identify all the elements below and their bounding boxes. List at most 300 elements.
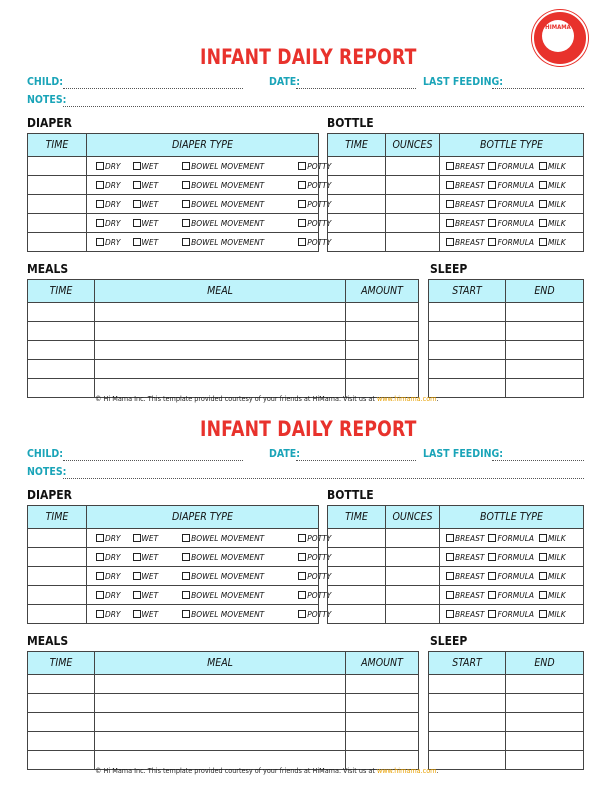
checkbox-option[interactable] xyxy=(182,199,264,209)
checkbox-option[interactable] xyxy=(96,199,121,209)
checkbox-icon[interactable] xyxy=(133,610,141,618)
logo-text: HIMAMA xyxy=(545,24,571,31)
ounces-cell[interactable] xyxy=(386,529,440,548)
amount-cell[interactable] xyxy=(346,341,419,360)
table-header-row xyxy=(28,506,319,529)
checkbox-icon[interactable] xyxy=(96,534,104,542)
checkbox-label: POTTY xyxy=(307,609,332,619)
checkbox-icon[interactable] xyxy=(488,200,496,208)
time-cell[interactable] xyxy=(328,567,386,586)
checkbox-option[interactable] xyxy=(182,237,264,247)
table-row xyxy=(429,732,584,751)
table-row xyxy=(429,713,584,732)
end-cell[interactable] xyxy=(506,694,584,713)
checkbox-icon[interactable] xyxy=(96,591,104,599)
time-cell[interactable] xyxy=(328,605,386,624)
checkbox-icon[interactable] xyxy=(446,572,454,580)
checkbox-label: BREAST xyxy=(455,237,485,247)
checkbox-option[interactable] xyxy=(96,552,121,562)
checkbox-label: MILK xyxy=(547,571,566,581)
start-cell[interactable] xyxy=(429,341,506,360)
checkbox-icon[interactable] xyxy=(182,572,190,580)
checkbox-option[interactable] xyxy=(488,571,534,581)
checkbox-icon[interactable] xyxy=(488,162,496,170)
checkbox-label: BREAST xyxy=(455,161,485,171)
checkbox-label: BOWEL MOVEMENT xyxy=(191,218,265,228)
table-header-row xyxy=(429,280,584,303)
checkbox-icon[interactable] xyxy=(539,162,547,170)
time-cell[interactable] xyxy=(28,214,87,233)
checkbox-icon[interactable] xyxy=(96,572,104,580)
checkbox-label: BREAST xyxy=(455,199,485,209)
end-cell[interactable] xyxy=(506,303,584,322)
checkbox-option[interactable] xyxy=(446,161,484,171)
checkbox-option[interactable] xyxy=(446,218,484,228)
checkbox-label: FORMULA xyxy=(497,552,534,562)
meal-cell[interactable] xyxy=(95,303,346,322)
time-cell[interactable] xyxy=(28,195,87,214)
table-row xyxy=(328,157,584,176)
checkbox-option[interactable] xyxy=(446,533,484,543)
sleep-heading: SLEEP xyxy=(430,262,468,276)
checkbox-icon[interactable] xyxy=(133,238,141,246)
table-row xyxy=(28,732,419,751)
checkbox-icon[interactable] xyxy=(182,610,190,618)
column-header-end: END xyxy=(506,280,584,303)
table-row xyxy=(328,233,584,252)
date-field[interactable] xyxy=(296,88,416,89)
amount-cell[interactable] xyxy=(346,303,419,322)
table-header-row xyxy=(328,134,584,157)
checkbox-icon[interactable] xyxy=(539,200,547,208)
table-header-row xyxy=(28,652,419,675)
checkbox-option[interactable] xyxy=(182,218,264,228)
date-label: DATE: xyxy=(269,448,301,460)
checkbox-option[interactable] xyxy=(539,199,566,209)
checkbox-icon[interactable] xyxy=(182,181,190,189)
checkbox-label: DRY xyxy=(105,218,121,228)
end-cell[interactable] xyxy=(506,322,584,341)
table-row xyxy=(28,567,319,586)
time-cell[interactable] xyxy=(28,233,87,252)
start-cell[interactable] xyxy=(429,694,506,713)
table-row xyxy=(328,605,584,624)
amount-cell[interactable] xyxy=(346,713,419,732)
meal-cell[interactable] xyxy=(95,694,346,713)
checkbox-icon[interactable] xyxy=(446,534,454,542)
start-cell[interactable] xyxy=(429,751,506,770)
checkbox-label: DRY xyxy=(105,552,121,562)
checkbox-option[interactable] xyxy=(539,590,566,600)
end-cell[interactable] xyxy=(506,751,584,770)
checkbox-option[interactable] xyxy=(539,609,566,619)
checkbox-icon[interactable] xyxy=(182,238,190,246)
checkbox-option[interactable] xyxy=(446,571,484,581)
checkbox-icon[interactable] xyxy=(298,238,306,246)
checkbox-option[interactable] xyxy=(182,552,264,562)
checkbox-icon[interactable] xyxy=(488,572,496,580)
checkbox-icon[interactable] xyxy=(182,200,190,208)
time-cell[interactable] xyxy=(28,341,95,360)
date-field[interactable] xyxy=(296,460,416,461)
checkbox-label: POTTY xyxy=(307,199,332,209)
footer-text: © Hi Mama Inc. This template provided courtesy of your friends at HiMama. Visit us at xyxy=(95,394,377,403)
bottle-type-cell xyxy=(440,605,584,624)
checkbox-label: BREAST xyxy=(455,552,485,562)
child-field[interactable] xyxy=(63,460,243,461)
checkbox-icon[interactable] xyxy=(298,181,306,189)
checkbox-option[interactable] xyxy=(446,552,484,562)
checkbox-label: MILK xyxy=(547,180,566,190)
checkbox-option[interactable] xyxy=(539,180,566,190)
checkbox-option[interactable] xyxy=(488,199,534,209)
checkbox-option[interactable] xyxy=(133,590,159,600)
checkbox-option[interactable] xyxy=(133,218,159,228)
table-row xyxy=(28,233,319,252)
checkbox-option[interactable] xyxy=(96,533,121,543)
checkbox-option[interactable] xyxy=(96,180,121,190)
checkbox-label: FORMULA xyxy=(497,609,534,619)
column-header-diaper-type: DIAPER TYPE xyxy=(87,134,319,157)
diaper-type-cell xyxy=(87,605,332,624)
column-header-ounces: OUNCES xyxy=(386,506,440,529)
checkbox-option[interactable] xyxy=(488,180,534,190)
checkbox-icon[interactable] xyxy=(96,181,104,189)
checkbox-label: BOWEL MOVEMENT xyxy=(191,533,265,543)
checkbox-icon[interactable] xyxy=(488,610,496,618)
checkbox-option[interactable] xyxy=(96,237,121,247)
meal-cell[interactable] xyxy=(95,341,346,360)
time-cell[interactable] xyxy=(28,694,95,713)
time-cell[interactable] xyxy=(28,732,95,751)
checkbox-icon[interactable] xyxy=(182,591,190,599)
checkbox-option[interactable] xyxy=(488,590,534,600)
column-header-amount: AMOUNT xyxy=(346,280,419,303)
table-row xyxy=(28,529,319,548)
bottle-type-cell xyxy=(440,529,584,548)
time-cell[interactable] xyxy=(28,176,87,195)
footer-link[interactable]: www.himama.com xyxy=(376,394,437,403)
checkbox-label: DRY xyxy=(105,533,121,543)
time-cell[interactable] xyxy=(28,548,87,567)
checkbox-option[interactable] xyxy=(446,237,484,247)
checkbox-option[interactable] xyxy=(488,609,534,619)
column-header-diaper-type: DIAPER TYPE xyxy=(87,506,319,529)
time-cell[interactable] xyxy=(28,322,95,341)
ounces-cell[interactable] xyxy=(386,214,440,233)
end-cell[interactable] xyxy=(506,713,584,732)
checkbox-icon[interactable] xyxy=(539,219,547,227)
checkbox-label: FORMULA xyxy=(497,533,534,543)
checkbox-icon[interactable] xyxy=(133,534,141,542)
checkbox-option[interactable] xyxy=(539,571,566,581)
checkbox-option[interactable] xyxy=(133,161,159,171)
checkbox-icon[interactable] xyxy=(96,200,104,208)
checkbox-option[interactable] xyxy=(133,199,159,209)
diaper-type-cell xyxy=(87,529,332,548)
checkbox-icon[interactable] xyxy=(446,553,454,561)
checkbox-icon[interactable] xyxy=(133,162,141,170)
checkbox-icon[interactable] xyxy=(96,553,104,561)
amount-cell[interactable] xyxy=(346,675,419,694)
checkbox-icon[interactable] xyxy=(488,219,496,227)
column-header-start: START xyxy=(429,652,506,675)
checkbox-option[interactable] xyxy=(446,199,484,209)
checkbox-option[interactable] xyxy=(539,218,566,228)
time-cell[interactable] xyxy=(28,751,95,770)
checkbox-option[interactable] xyxy=(488,161,534,171)
table-row xyxy=(328,567,584,586)
checkbox-icon[interactable] xyxy=(539,553,547,561)
checkbox-label: BOWEL MOVEMENT xyxy=(191,609,265,619)
checkbox-icon[interactable] xyxy=(446,200,454,208)
checkbox-icon[interactable] xyxy=(182,219,190,227)
amount-cell[interactable] xyxy=(346,322,419,341)
checkbox-icon[interactable] xyxy=(446,162,454,170)
time-cell[interactable] xyxy=(28,303,95,322)
checkbox-icon[interactable] xyxy=(133,553,141,561)
checkbox-icon[interactable] xyxy=(298,534,306,542)
checkbox-option[interactable] xyxy=(133,609,159,619)
last-feeding-field[interactable] xyxy=(492,460,584,461)
column-header-time: TIME xyxy=(328,506,386,529)
time-cell[interactable] xyxy=(328,214,386,233)
diaper-type-cell xyxy=(87,548,332,567)
column-header-bottle-type: BOTTLE TYPE xyxy=(440,134,584,157)
time-cell[interactable] xyxy=(28,675,95,694)
meal-cell[interactable] xyxy=(95,732,346,751)
table-row xyxy=(429,341,584,360)
checkbox-option[interactable] xyxy=(539,533,566,543)
bottle-heading: BOTTLE xyxy=(327,116,374,130)
table-row xyxy=(429,303,584,322)
footer-link[interactable]: www.himama.com xyxy=(376,766,437,775)
checkbox-option[interactable] xyxy=(133,533,159,543)
checkbox-icon[interactable] xyxy=(133,181,141,189)
checkbox-option[interactable] xyxy=(96,571,121,581)
checkbox-icon[interactable] xyxy=(182,534,190,542)
table-row xyxy=(28,586,319,605)
checkbox-icon[interactable] xyxy=(488,553,496,561)
checkbox-icon[interactable] xyxy=(446,610,454,618)
checkbox-icon[interactable] xyxy=(96,238,104,246)
start-cell[interactable] xyxy=(429,675,506,694)
checkbox-option[interactable] xyxy=(182,571,264,581)
bottle-type-cell xyxy=(440,233,584,252)
checkbox-icon[interactable] xyxy=(133,200,141,208)
checkbox-icon[interactable] xyxy=(539,591,547,599)
checkbox-icon[interactable] xyxy=(446,591,454,599)
checkbox-option[interactable] xyxy=(488,533,534,543)
start-cell[interactable] xyxy=(429,322,506,341)
checkbox-option[interactable] xyxy=(133,571,159,581)
checkbox-label: BREAST xyxy=(455,609,485,619)
checkbox-icon[interactable] xyxy=(298,591,306,599)
ounces-cell[interactable] xyxy=(386,233,440,252)
table-header-row xyxy=(28,134,319,157)
time-cell[interactable] xyxy=(328,176,386,195)
meals-table xyxy=(27,651,419,770)
checkbox-option[interactable] xyxy=(446,180,484,190)
checkbox-option[interactable] xyxy=(133,180,159,190)
time-cell[interactable] xyxy=(328,195,386,214)
end-cell[interactable] xyxy=(506,732,584,751)
ounces-cell[interactable] xyxy=(386,195,440,214)
time-cell[interactable] xyxy=(328,586,386,605)
time-cell[interactable] xyxy=(28,157,87,176)
time-cell[interactable] xyxy=(328,529,386,548)
time-cell[interactable] xyxy=(328,548,386,567)
checkbox-label: WET xyxy=(141,199,159,209)
checkbox-option[interactable] xyxy=(182,609,264,619)
child-label: CHILD: xyxy=(27,76,63,88)
checkbox-option[interactable] xyxy=(182,590,264,600)
checkbox-option[interactable] xyxy=(133,237,159,247)
checkbox-label: WET xyxy=(141,533,159,543)
checkbox-option[interactable] xyxy=(488,237,534,247)
checkbox-option[interactable] xyxy=(182,161,264,171)
end-cell[interactable] xyxy=(506,341,584,360)
start-cell[interactable] xyxy=(429,303,506,322)
table-row xyxy=(328,529,584,548)
diaper-heading: DIAPER xyxy=(27,488,72,502)
checkbox-option[interactable] xyxy=(182,533,264,543)
last-feeding-field[interactable] xyxy=(492,88,584,89)
time-cell[interactable] xyxy=(328,157,386,176)
checkbox-icon[interactable] xyxy=(133,572,141,580)
start-cell[interactable] xyxy=(429,713,506,732)
table-header-row xyxy=(328,506,584,529)
time-cell[interactable] xyxy=(28,529,87,548)
column-header-meal: MEAL xyxy=(95,280,346,303)
checkbox-icon[interactable] xyxy=(539,534,547,542)
checkbox-icon[interactable] xyxy=(298,553,306,561)
checkbox-option[interactable] xyxy=(96,161,121,171)
time-cell[interactable] xyxy=(28,567,87,586)
checkbox-icon[interactable] xyxy=(488,238,496,246)
checkbox-label: WET xyxy=(141,218,159,228)
checkbox-icon[interactable] xyxy=(96,162,104,170)
checkbox-icon[interactable] xyxy=(298,572,306,580)
checkbox-icon[interactable] xyxy=(488,591,496,599)
checkbox-option[interactable] xyxy=(539,237,566,247)
checkbox-label: BREAST xyxy=(455,533,485,543)
child-field[interactable] xyxy=(63,88,243,89)
checkbox-option[interactable] xyxy=(539,161,566,171)
checkbox-option[interactable] xyxy=(96,218,121,228)
checkbox-icon[interactable] xyxy=(133,591,141,599)
report-block-2 xyxy=(0,372,612,775)
ounces-cell[interactable] xyxy=(386,586,440,605)
checkbox-label: WET xyxy=(141,571,159,581)
checkbox-icon[interactable] xyxy=(182,553,190,561)
start-cell[interactable] xyxy=(429,732,506,751)
diaper-type-cell xyxy=(87,195,332,214)
time-cell[interactable] xyxy=(328,233,386,252)
checkbox-icon[interactable] xyxy=(298,200,306,208)
checkbox-label: WET xyxy=(141,237,159,247)
checkbox-option[interactable] xyxy=(96,609,121,619)
checkbox-icon[interactable] xyxy=(133,219,141,227)
checkbox-label: FORMULA xyxy=(497,590,534,600)
checkbox-icon[interactable] xyxy=(539,572,547,580)
checkbox-label: DRY xyxy=(105,590,121,600)
time-cell[interactable] xyxy=(28,605,87,624)
checkbox-icon[interactable] xyxy=(488,534,496,542)
bottle-type-cell xyxy=(440,195,584,214)
checkbox-label: POTTY xyxy=(307,590,332,600)
table-row xyxy=(328,195,584,214)
checkbox-label: POTTY xyxy=(307,180,332,190)
notes-label: NOTES: xyxy=(27,94,67,106)
checkbox-label: DRY xyxy=(105,237,121,247)
checkbox-option[interactable] xyxy=(488,218,534,228)
checkbox-label: FORMULA xyxy=(497,218,534,228)
checkbox-label: POTTY xyxy=(307,571,332,581)
time-cell[interactable] xyxy=(28,713,95,732)
table-row xyxy=(429,694,584,713)
report-title: INFANT DAILY REPORT xyxy=(200,45,417,69)
checkbox-icon[interactable] xyxy=(539,238,547,246)
ounces-cell[interactable] xyxy=(386,176,440,195)
last-feeding-label: LAST FEEDING: xyxy=(423,76,504,88)
checkbox-icon[interactable] xyxy=(446,238,454,246)
end-cell[interactable] xyxy=(506,675,584,694)
checkbox-icon[interactable] xyxy=(446,219,454,227)
notes-field[interactable] xyxy=(63,478,584,479)
checkbox-label: WET xyxy=(141,180,159,190)
checkbox-option[interactable] xyxy=(182,180,264,190)
time-cell[interactable] xyxy=(28,586,87,605)
checkbox-label: MILK xyxy=(547,533,566,543)
checkbox-icon[interactable] xyxy=(539,181,547,189)
ounces-cell[interactable] xyxy=(386,567,440,586)
checkbox-icon[interactable] xyxy=(298,162,306,170)
ounces-cell[interactable] xyxy=(386,605,440,624)
checkbox-icon[interactable] xyxy=(298,219,306,227)
checkbox-label: POTTY xyxy=(307,218,332,228)
amount-cell[interactable] xyxy=(346,732,419,751)
checkbox-label: DRY xyxy=(105,199,121,209)
checkbox-option[interactable] xyxy=(446,609,484,619)
column-header-start: START xyxy=(429,280,506,303)
checkbox-option[interactable] xyxy=(488,552,534,562)
child-label: CHILD: xyxy=(27,448,63,460)
meal-cell[interactable] xyxy=(95,322,346,341)
checkbox-option[interactable] xyxy=(133,552,159,562)
checkbox-option[interactable] xyxy=(96,590,121,600)
checkbox-icon[interactable] xyxy=(96,610,104,618)
amount-cell[interactable] xyxy=(346,694,419,713)
meal-cell[interactable] xyxy=(95,713,346,732)
notes-field[interactable] xyxy=(63,106,584,107)
sleep-table xyxy=(428,651,584,770)
bottle-table xyxy=(327,133,584,252)
checkbox-icon[interactable] xyxy=(182,162,190,170)
checkbox-icon[interactable] xyxy=(488,181,496,189)
checkbox-option[interactable] xyxy=(446,590,484,600)
meal-cell[interactable] xyxy=(95,675,346,694)
footer-end: . xyxy=(436,394,439,403)
ounces-cell[interactable] xyxy=(386,548,440,567)
checkbox-label: BOWEL MOVEMENT xyxy=(191,199,265,209)
checkbox-icon[interactable] xyxy=(298,610,306,618)
checkbox-icon[interactable] xyxy=(539,610,547,618)
ounces-cell[interactable] xyxy=(386,157,440,176)
checkbox-icon[interactable] xyxy=(96,219,104,227)
checkbox-option[interactable] xyxy=(539,552,566,562)
checkbox-icon[interactable] xyxy=(446,181,454,189)
